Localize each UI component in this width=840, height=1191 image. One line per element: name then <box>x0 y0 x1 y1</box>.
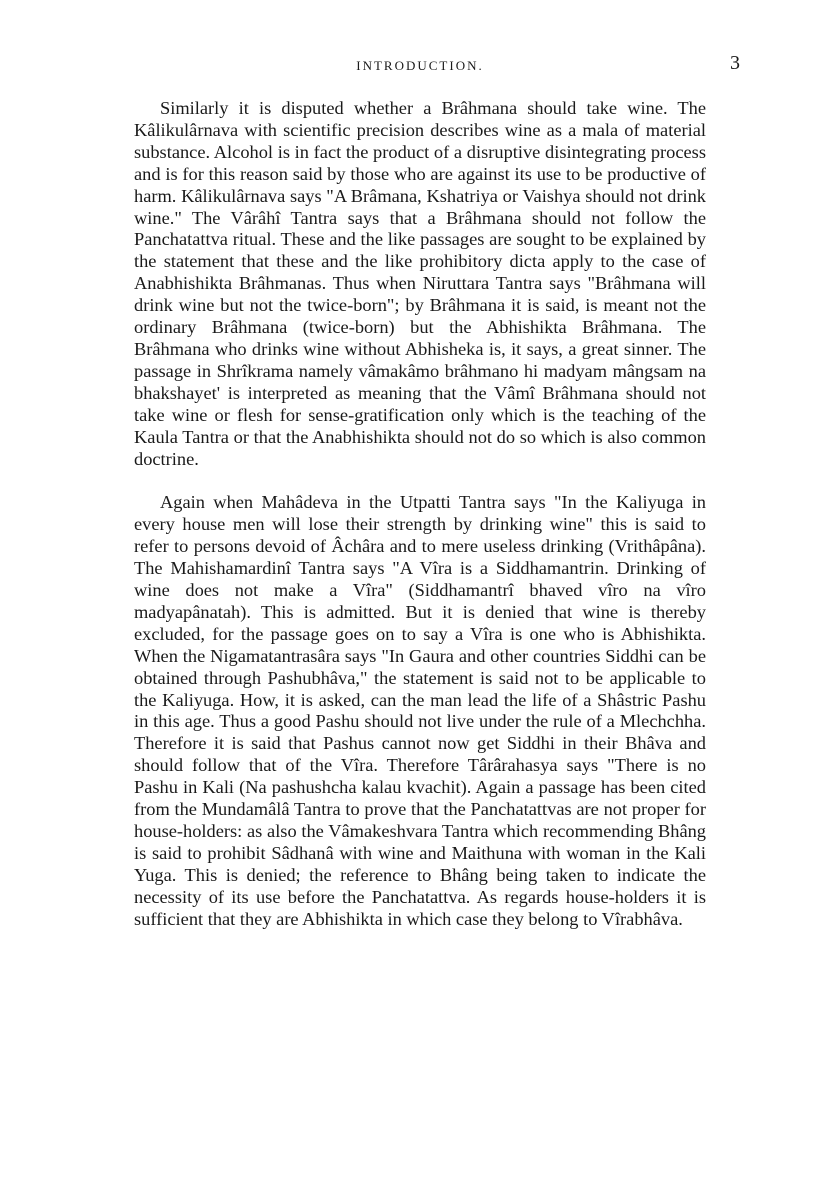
body-text <box>134 98 706 931</box>
page-number: 3 <box>730 52 740 74</box>
paragraph-wine-brahmana: Similarly it is disputed whether a Brâhmana should take wine. The Kâlikulârnava with scientific precision describes wine as a mala of material substance. Alcohol is in fact the product of a disruptive disintegrating process and is for this reason said by those who are against its use to be productive of harm. Kâlikulârnava says "A Brâmana, Kshatriya or Vaishya should not drink wine." The Vârâhî Tantra says that a Brâhmana should not follow the Panchatattva ritual. These and the like passages are sought to be explained by the statement that these and the like prohibitory dicta apply to the case of Anabhishikta Brâhmanas. Thus when Niruttara Tantra says "Brâhmana will drink wine but not the twice-born"; by Brâhmana it is said, is meant not the ordinary Brâhmana (twice-born) but the Abhishikta Brâhmana. The Brâhmana who drinks wine without Abhisheka is, it says, a great sinner. The passage in Shrîkrama namely vâmakâmo brâhmano hi madyam mângsam na bhakshayet' is interpreted as meaning that the Vâmî Brâhmana should not take wine or flesh for sense-gratification only which is the teaching of the Kaula Tantra or that the Anabhishikta should not do so which is also common doctrine. <box>134 98 706 469</box>
paragraph-utpatti-tantra: Again when Mahâdeva in the Utpatti Tantra says "In the Kaliyuga in every house men will lose their strength by drinking wine" this is said to refer to persons devoid of Âchâra and to mere useless drinking (Vrithâpâna). The Mahishamardinî Tantra says "A Vîra is a Siddhamantrin. Drinking of wine does not make a Vîra" (Siddhamantrî bhaved vîro na vîro madyapânatah). This is admitted. But it is denied that wine is thereby excluded, for the passage goes on to say a Vîra is one who is Abhishikta. When the Nigamatantrasâra says "In Gaura and other countries Siddhi can be obtained through Pashubhâva," the statement is said not to be applicable to the Kaliyuga. How, it is asked, can the man lead the life of a Shâstric Pashu in this age. Thus a good Pashu should not live under the rule of a Mlechchha. Therefore it is said that Pashus cannot now get Siddhi in their Bhâva and should follow that of the Vîra. Therefore Târârahasya says "There is no Pashu in Kali (Na pashushcha kalau kvachit). Again a passage has been cited from the Mundamâlâ Tantra to prove that the Panchatattvas are not proper for house-holders: as also the Vâmakeshvara Tantra which recommending Bhâng is said to prohibit Sâdhanâ with wine and Maithuna with woman in the Kali Yuga. This is denied; the reference to Bhâng being taken to indicate the necessity of its use before the Panchatattva. As regards house-holders it is sufficient that they are Abhishikta in which case they belong to Vîrabhâva. <box>134 492 706 929</box>
running-title: INTRODUCTION. <box>356 58 484 73</box>
